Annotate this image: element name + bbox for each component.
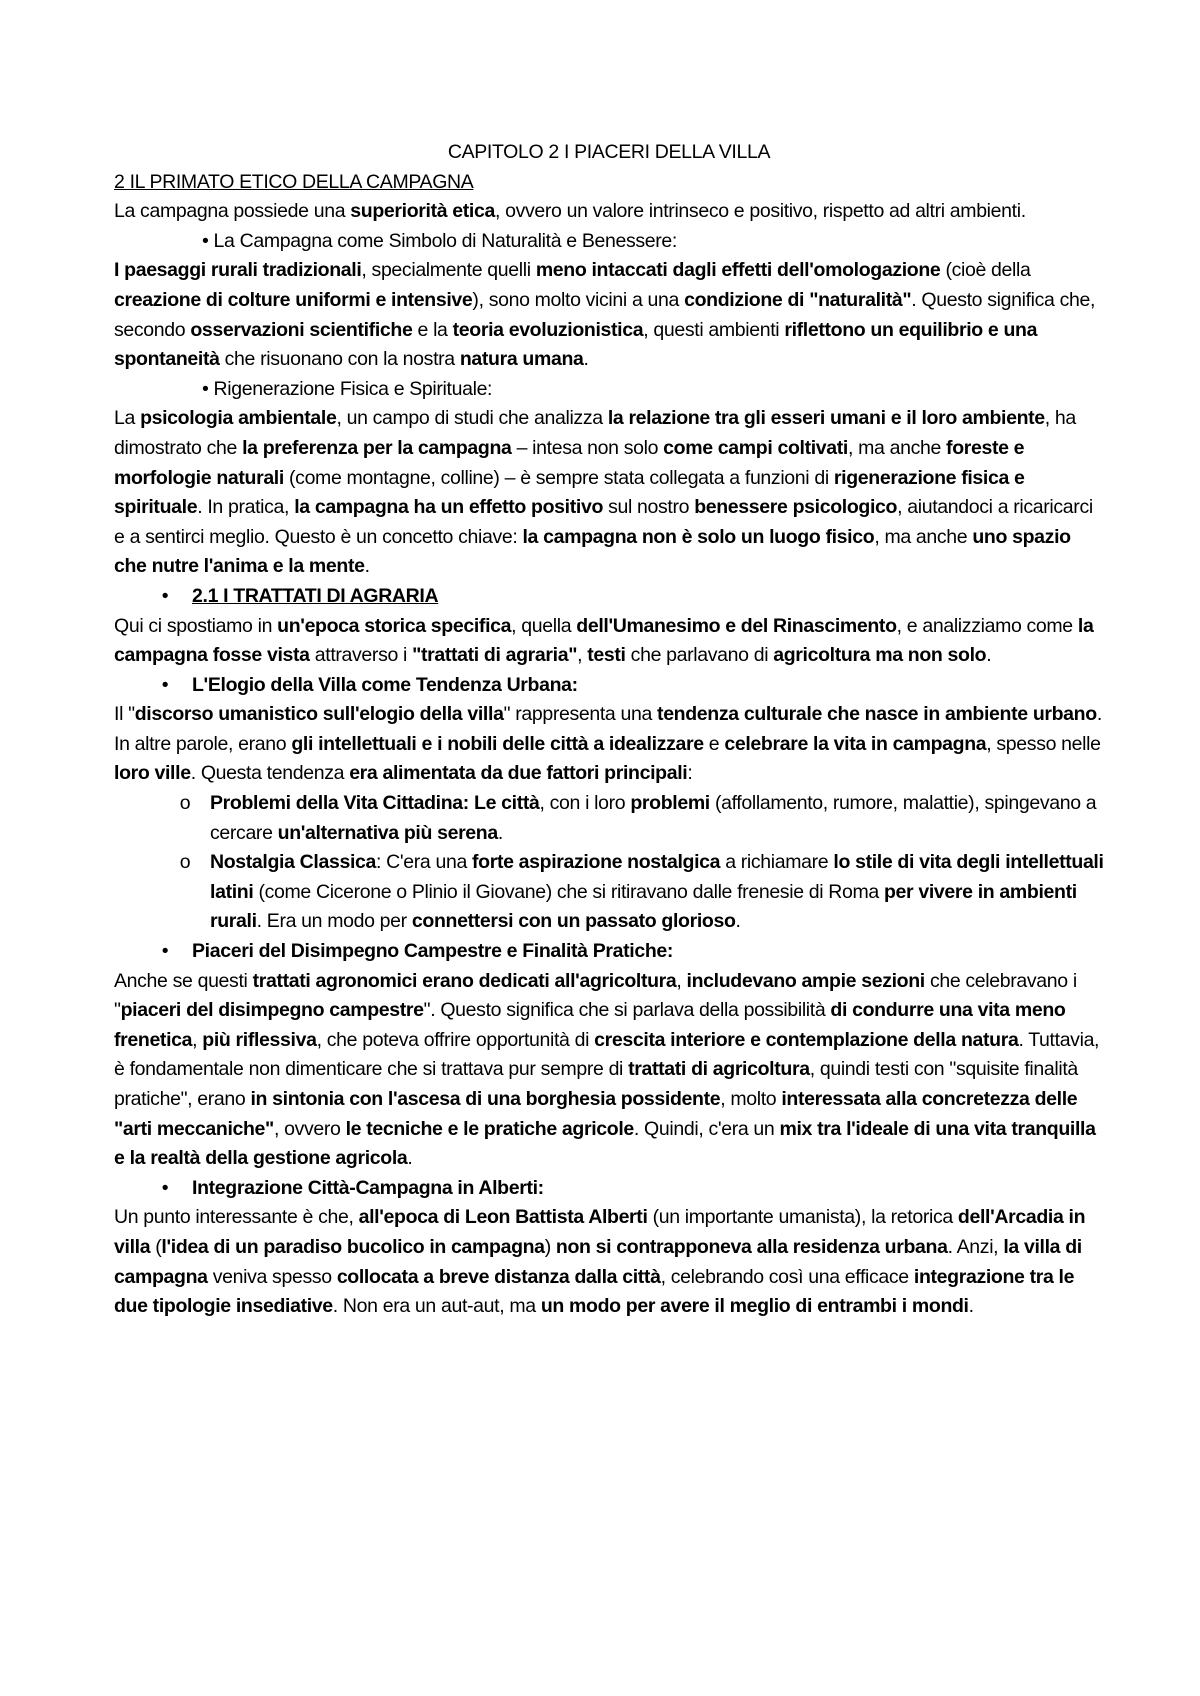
bullet-icon: • [161,1176,169,1199]
item2-paragraph: La psicologia ambientale, un campo di studi che analizza la relazione tra gli esseri umani e il loro ambiente, ha dimostrato che la preferenza per la campagna – intesa non solo come campi coltivati, ma anche foreste e morfologie naturali (come montagne, colline) – è sempre stata collegata a funzioni di rigenerazione fisica e spirituale. In pratica, la campagna ha un effetto positivo sul nostro benessere psicologico, aiutandoci a ricaricarci e a sentirci meglio. Questo è un concetto chiave: la campagna non è solo un luogo fisico, ma anche uno spazio che nutre l'anima e la mente. [114,407,1093,578]
item2-heading: • Rigenerazione Fisica e Spirituale: [202,377,493,400]
elogio-sub-item-1: o Problemi della Vita Cittadina: Le città, con i loro problemi (affollamento, rumore, malattie), spingevano a cercare un'alternativa più serena. [114,789,1104,848]
sub-bullet-icon: o [179,851,191,874]
elogio-sub-item-2: o Nostalgia Classica: C'era una forte aspirazione nostalgica a richiamare lo stile di vita degli intellettuali latini (come Cicerone o Plinio il Giovane) che si ritiravano dalle frenesie di Roma per vivere in ambienti rurali. Era un modo per connettersi con un passato glorioso. [114,848,1104,937]
document-page [114,138,1104,1322]
piaceri-heading: • Piaceri del Disimpegno Campestre e Finalità Pratiche: [114,937,1104,967]
item1-heading: • La Campagna come Simbolo di Naturalità e Benessere: [202,229,677,252]
section-heading: 2 IL PRIMATO ETICO DELLA CAMPAGNA [114,170,474,193]
section21-heading: • 2.1 I TRATTATI DI AGRARIA [114,582,1104,612]
piaceri-paragraph: Anche se questi trattati agronomici erano dedicati all'agricoltura, includevano ampie sezioni che celebravano i "piaceri del disimpegno campestre". Questo significa che si parlava della possibilità di condurre una vita meno frenetica, più riflessiva, che poteva offrire opportunità di crescita interiore e contemplazione della natura. Tuttavia, è fondamentale non dimenticare che si trattava pur sempre di trattati di agricoltura, quindi testi con "squisite finalità pratiche", erano in sintonia con l'ascesa di una borghesia possidente, molto interessata alla concretezza delle "arti meccaniche", ovvero le tecniche e le pratiche agricole. Quindi, c'era un mix tra l'ideale di una vita tranquilla e la realtà della gestione agricola. [114,969,1100,1170]
intro-paragraph: La campagna possiede una superiorità etica, ovvero un valore intrinseco e positivo, rispetto ad altri ambienti. [114,200,1026,223]
alberti-heading: • Integrazione Città-Campagna in Alberti: [114,1174,1104,1204]
bullet-icon: • [161,673,169,696]
item1-paragraph: I paesaggi rurali tradizionali, specialmente quelli meno intaccati dagli effetti dell'omologazione (cioè della creazione di colture uniformi e intensive), sono molto vicini a una condizione di "naturalità". Questo significa che, secondo osservazioni scientifiche e la teoria evoluzionistica, questi ambienti riflettono un equilibrio e una spontaneità che risuonano con la nostra natura umana. [114,259,1096,371]
section21-paragraph: Qui ci spostiamo in un'epoca storica specifica, quella dell'Umanesimo e del Rinascimento, e analizziamo come la campagna fosse vista attraverso i "trattati di agraria", testi che parlavano di agricoltura ma non solo. [114,614,1094,667]
bullet-icon: • [161,584,169,607]
sub-bullet-icon: o [179,792,191,815]
elogio-heading: • L'Elogio della Villa come Tendenza Urbana: [114,671,1104,701]
elogio-paragraph: Il "discorso umanistico sull'elogio della villa" rappresenta una tendenza culturale che nasce in ambiente urbano. In altre parole, erano gli intellettuali e i nobili delle città a idealizzare e celebrare la vita in campagna, spesso nelle loro ville. Questa tendenza era alimentata da due fattori principali: [114,703,1102,785]
page-title: CAPITOLO 2 I PIACERI DELLA VILLA [447,141,771,163]
alberti-paragraph: Un punto interessante è che, all'epoca di Leon Battista Alberti (un importante umanista), la retorica dell'Arcadia in villa (l'idea di un paradiso bucolico in campagna) non si contrapponeva alla residenza urbana. Anzi, la villa di campagna veniva spesso collocata a breve distanza dalla città, celebrando così una efficace integrazione tra le due tipologie insediative. Non era un aut-aut, ma un modo per avere il meglio di entrambi i mondi. [114,1206,1086,1318]
bullet-icon: • [161,940,169,963]
